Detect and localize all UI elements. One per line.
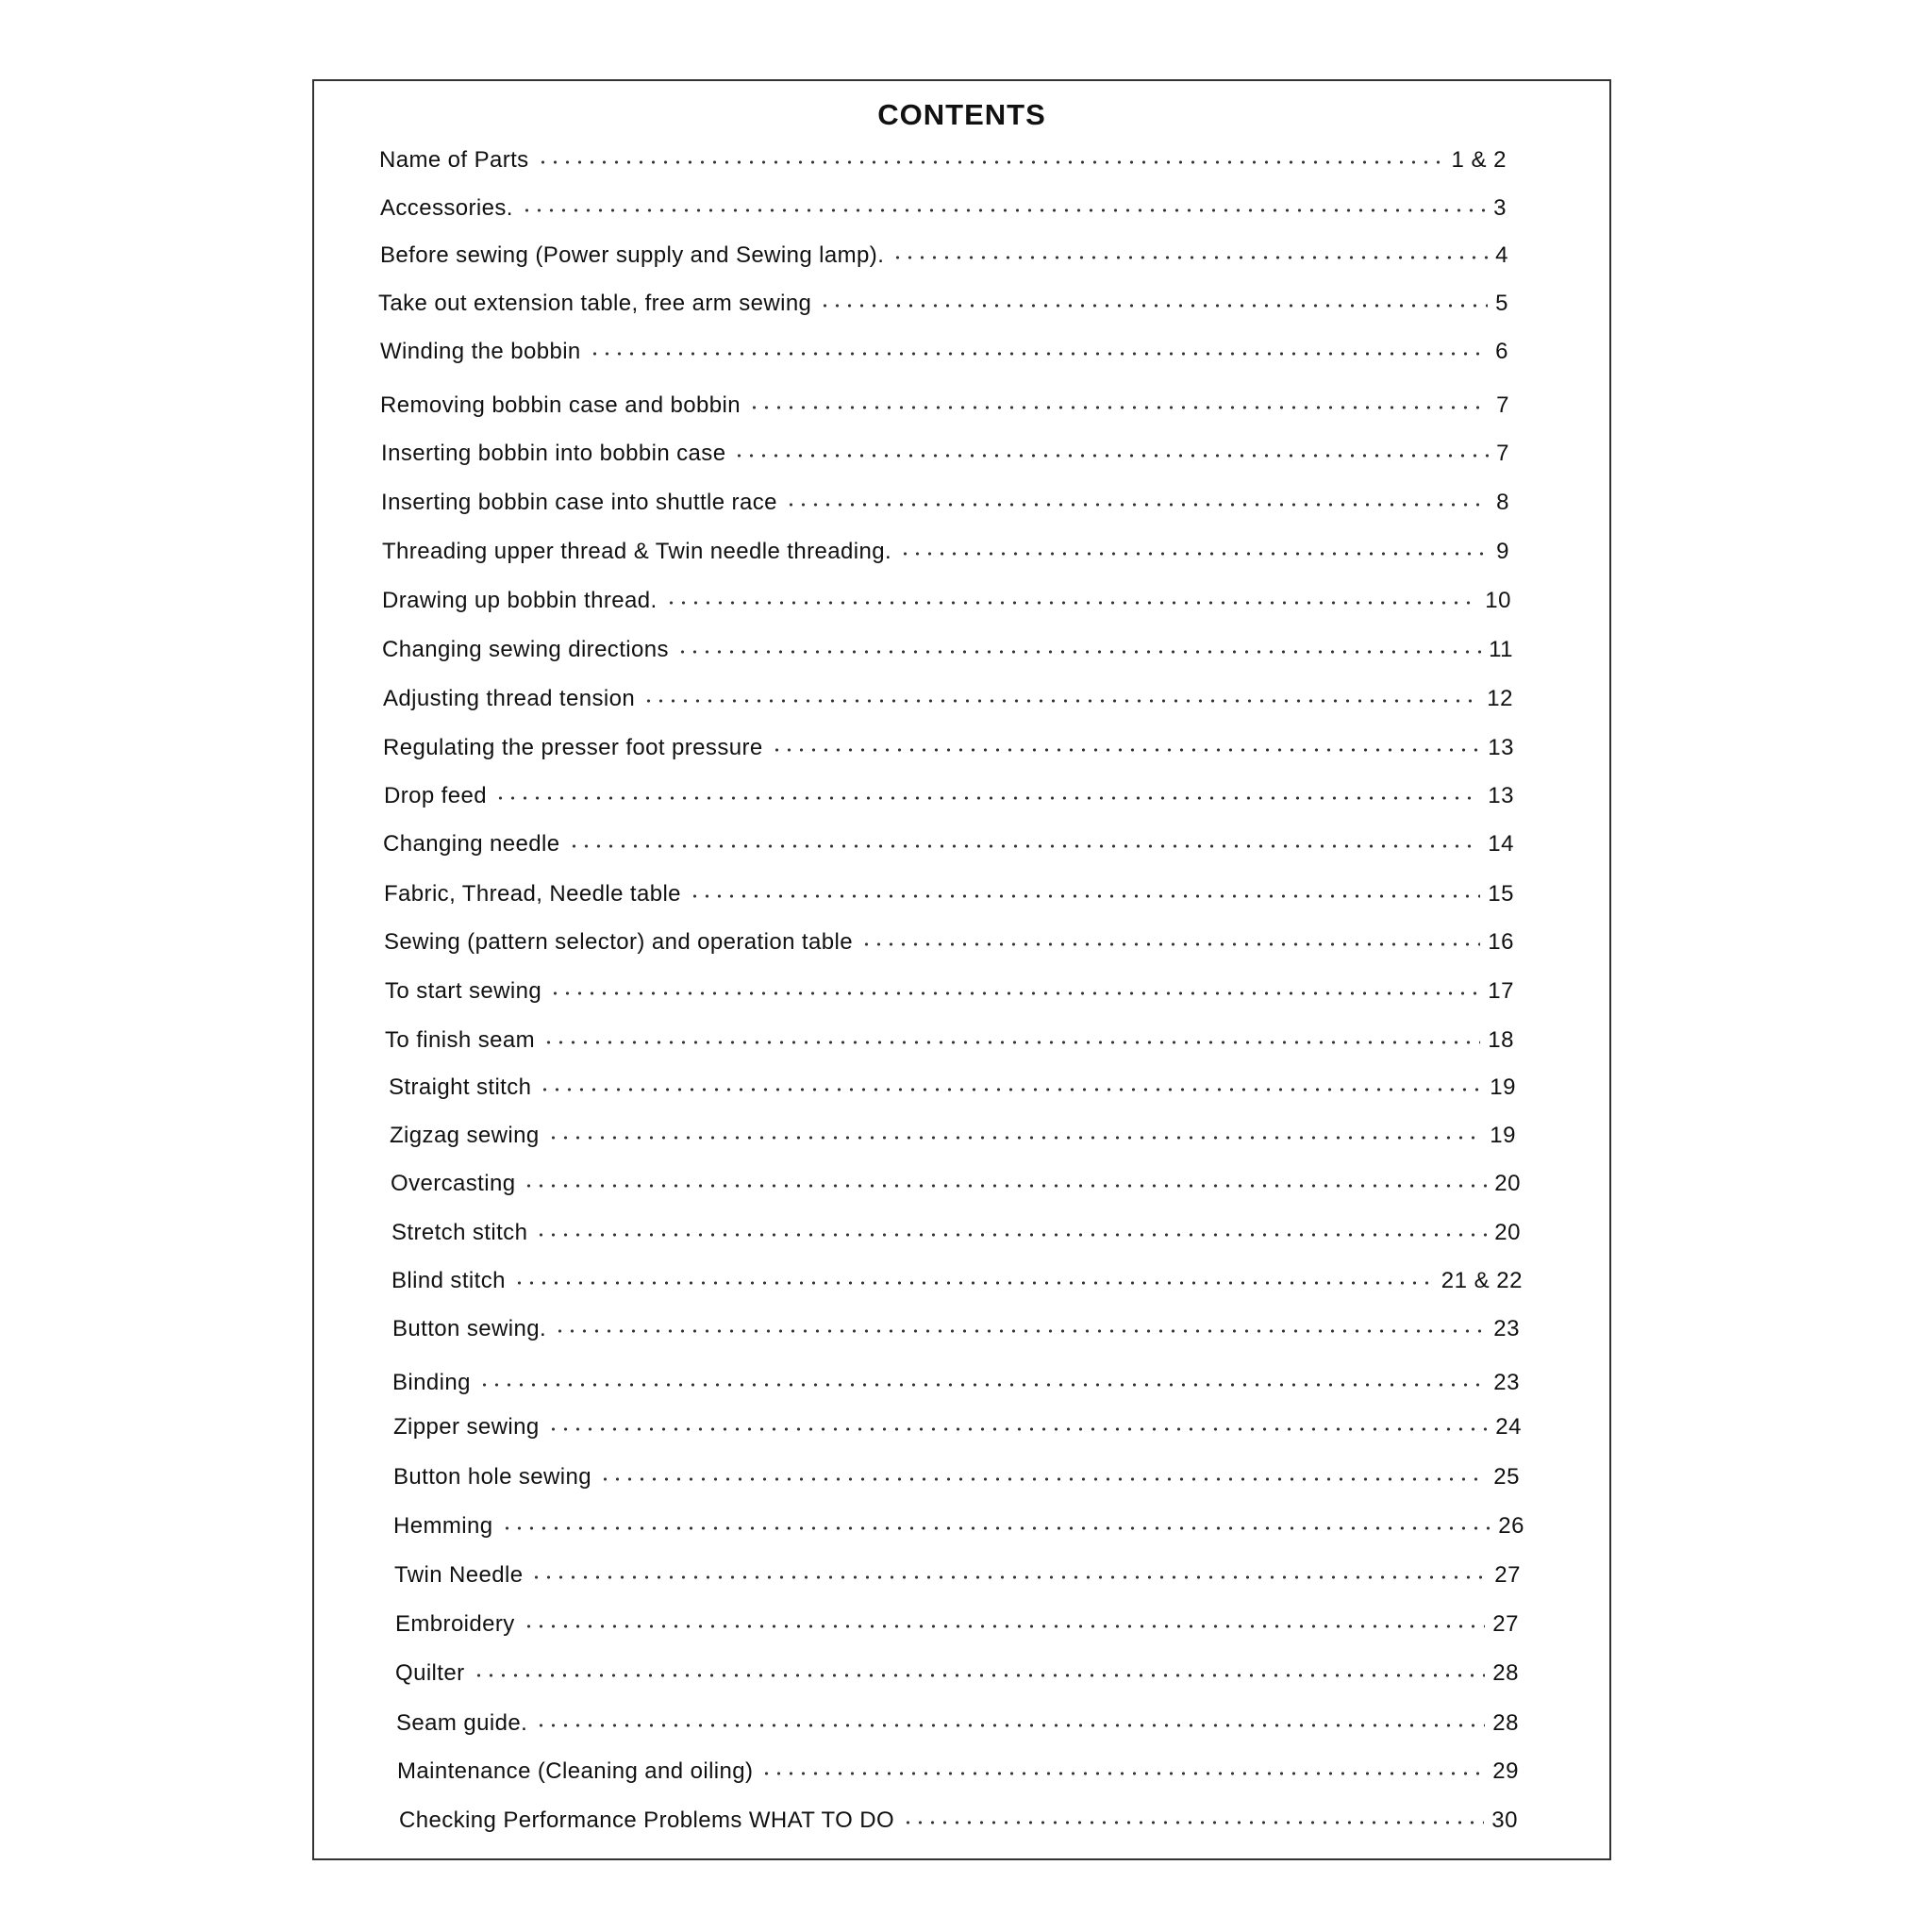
- toc-dot-leader: [523, 1184, 1487, 1188]
- toc-entry: [382, 539, 1509, 571]
- toc-entry-label: Checking Performance Problems WHAT TO DO: [399, 1807, 895, 1833]
- contents-title: CONTENTS: [877, 98, 1046, 131]
- toc-entry: [393, 1414, 1522, 1446]
- toc-entry-label: Winding the bobbin: [380, 339, 581, 364]
- toc-entry-page: 11: [1489, 637, 1513, 662]
- toc-dot-leader: [748, 406, 1489, 409]
- document-page: [312, 79, 1611, 1860]
- toc-dot-leader: [537, 160, 1444, 164]
- toc-dot-leader: [568, 844, 1481, 848]
- toc-entry-label: Inserting bobbin into bobbin case: [381, 441, 726, 466]
- toc-dot-leader: [535, 1233, 1487, 1237]
- toc-entry-page: 27: [1494, 1562, 1521, 1588]
- toc-entry-label: Overcasting: [391, 1171, 516, 1196]
- toc-entry-label: Removing bobbin case and bobbin: [380, 392, 741, 418]
- toc-entry-page: 26: [1498, 1513, 1524, 1539]
- toc-entry-label: Embroidery: [395, 1611, 515, 1637]
- toc-dot-leader: [473, 1674, 1486, 1677]
- toc-entry: [392, 1316, 1520, 1348]
- toc-entry: [378, 291, 1508, 323]
- toc-dot-leader: [760, 1772, 1485, 1775]
- toc-dot-leader: [494, 796, 1480, 800]
- toc-entry-label: Zipper sewing: [393, 1414, 540, 1440]
- toc-entry: [393, 1513, 1524, 1545]
- toc-entry-page: 10: [1485, 588, 1511, 613]
- toc-entry-label: Quilter: [395, 1660, 465, 1686]
- toc-entry-label: Changing sewing directions: [382, 637, 669, 662]
- toc-entry-page: 4: [1495, 242, 1508, 268]
- toc-entry-label: Accessories.: [380, 195, 513, 221]
- toc-entry-page: 5: [1495, 291, 1508, 316]
- toc-entry: [384, 783, 1514, 815]
- toc-entry-page: 20: [1494, 1220, 1521, 1245]
- toc-dot-leader: [530, 1575, 1487, 1579]
- toc-entry-page: 30: [1491, 1807, 1518, 1833]
- toc-dot-leader: [733, 454, 1489, 458]
- toc-entry: [394, 1562, 1521, 1594]
- toc-entry-page: 6: [1495, 339, 1508, 364]
- toc-entry-label: Drop feed: [384, 783, 487, 808]
- toc-entry: [385, 1027, 1514, 1059]
- toc-entry-page: 24: [1495, 1414, 1522, 1440]
- toc-entry-page: 21 & 22: [1441, 1268, 1523, 1293]
- toc-entry-label: Inserting bobbin case into shuttle race: [381, 490, 777, 515]
- toc-entry-page: 8: [1496, 490, 1509, 515]
- toc-entry: [383, 686, 1513, 718]
- toc-dot-leader: [539, 1088, 1482, 1091]
- toc-entry: [385, 978, 1514, 1010]
- toc-entry-label: Zigzag sewing: [390, 1123, 540, 1148]
- toc-entry: [391, 1220, 1521, 1252]
- toc-entry: [380, 339, 1508, 371]
- toc-entry-page: 23: [1493, 1316, 1520, 1341]
- toc-entry-page: 25: [1493, 1464, 1520, 1490]
- toc-entry: [395, 1611, 1519, 1643]
- toc-entry-label: Adjusting thread tension: [383, 686, 636, 711]
- toc-entry-label: Fabric, Thread, Needle table: [384, 881, 681, 907]
- toc-dot-leader: [642, 699, 1479, 703]
- toc-entry-page: 1 & 2: [1451, 147, 1507, 173]
- toc-dot-leader: [535, 1724, 1485, 1727]
- toc-entry-label: Take out extension table, free arm sewing: [378, 291, 812, 316]
- toc-dot-leader: [549, 991, 1480, 995]
- toc-entry: [381, 490, 1509, 522]
- toc-entry-page: 12: [1487, 686, 1513, 711]
- toc-entry-label: Binding: [392, 1370, 471, 1395]
- toc-entry-page: 19: [1490, 1123, 1516, 1148]
- toc-dot-leader: [676, 650, 1481, 654]
- toc-entry-page: 7: [1496, 441, 1509, 466]
- toc-entry: [380, 195, 1507, 227]
- toc-entry-page: 18: [1488, 1027, 1514, 1053]
- toc-entry-label: Button hole sewing: [393, 1464, 592, 1490]
- toc-entry-page: 16: [1488, 929, 1514, 955]
- toc-entry-page: 19: [1490, 1074, 1516, 1100]
- toc-entry: [397, 1758, 1519, 1790]
- toc-entry: [391, 1171, 1521, 1203]
- toc-entry: [399, 1807, 1518, 1840]
- toc-entry: [381, 441, 1509, 473]
- toc-dot-leader: [819, 304, 1488, 308]
- toc-entry-label: Threading upper thread & Twin needle threading.: [382, 539, 892, 564]
- toc-dot-leader: [478, 1383, 1486, 1387]
- toc-dot-leader: [599, 1477, 1486, 1481]
- toc-entry: [382, 637, 1513, 669]
- toc-dot-leader: [547, 1427, 1489, 1431]
- toc-entry: [389, 1074, 1516, 1107]
- toc-dot-leader: [785, 503, 1489, 507]
- toc-entry-label: Button sewing.: [392, 1316, 547, 1341]
- toc-dot-leader: [554, 1329, 1486, 1333]
- toc-entry-page: 20: [1494, 1171, 1521, 1196]
- toc-entry-label: Twin Needle: [394, 1562, 524, 1588]
- toc-entry: [384, 929, 1514, 961]
- toc-dot-leader: [689, 894, 1480, 898]
- toc-entry-label: Changing needle: [383, 831, 560, 857]
- toc-entry: [396, 1710, 1519, 1742]
- toc-entry: [390, 1123, 1516, 1155]
- toc-entry-page: 13: [1488, 735, 1514, 760]
- toc-entry-page: 7: [1496, 392, 1509, 418]
- toc-dot-leader: [589, 352, 1488, 356]
- toc-entry-page: 27: [1492, 1611, 1519, 1637]
- toc-dot-leader: [501, 1526, 1491, 1530]
- toc-dot-leader: [860, 942, 1480, 946]
- toc-entry: [391, 1268, 1523, 1300]
- toc-entry-label: Seam guide.: [396, 1710, 528, 1736]
- toc-entry-page: 3: [1493, 195, 1507, 221]
- toc-entry-page: 14: [1488, 831, 1514, 857]
- toc-dot-leader: [513, 1281, 1434, 1285]
- toc-entry-label: Before sewing (Power supply and Sewing lamp).: [380, 242, 885, 268]
- toc-entry-page: 29: [1492, 1758, 1519, 1784]
- toc-entry-page: 15: [1488, 881, 1514, 907]
- toc-entry-page: 28: [1492, 1660, 1519, 1686]
- toc-entry-label: Hemming: [393, 1513, 493, 1539]
- toc-dot-leader: [542, 1041, 1480, 1044]
- toc-entry-label: To start sewing: [385, 978, 542, 1004]
- toc-entry-page: 23: [1493, 1370, 1520, 1395]
- toc-dot-leader: [523, 1624, 1486, 1628]
- toc-entry-page: 9: [1496, 539, 1509, 564]
- toc-entry: [384, 881, 1514, 913]
- toc-entry-label: Name of Parts: [379, 147, 529, 173]
- toc-entry-label: Blind stitch: [391, 1268, 506, 1293]
- toc-entry: [395, 1660, 1519, 1692]
- toc-dot-leader: [899, 552, 1489, 556]
- toc-entry: [380, 392, 1509, 425]
- toc-entry: [392, 1370, 1520, 1402]
- toc-entry: [379, 147, 1507, 179]
- toc-dot-leader: [665, 601, 1478, 605]
- toc-entry-page: 17: [1488, 978, 1514, 1004]
- toc-entry-label: Stretch stitch: [391, 1220, 528, 1245]
- toc-dot-leader: [521, 208, 1486, 212]
- toc-entry-label: Straight stitch: [389, 1074, 532, 1100]
- toc-entry-page: 28: [1492, 1710, 1519, 1736]
- toc-entry-label: Sewing (pattern selector) and operation table: [384, 929, 853, 955]
- toc-entry: [383, 831, 1514, 863]
- toc-dot-leader: [902, 1821, 1484, 1824]
- toc-entry: [383, 735, 1514, 767]
- toc-entry: [393, 1464, 1520, 1496]
- toc-dot-leader: [891, 256, 1488, 259]
- toc-entry-label: Drawing up bobbin thread.: [382, 588, 658, 613]
- toc-dot-leader: [547, 1136, 1483, 1140]
- toc-entry: [380, 242, 1508, 275]
- toc-entry: [382, 588, 1511, 620]
- toc-entry-label: To finish seam: [385, 1027, 535, 1053]
- toc-entry-label: Maintenance (Cleaning and oiling): [397, 1758, 754, 1784]
- toc-entry-page: 13: [1488, 783, 1514, 808]
- toc-entry-label: Regulating the presser foot pressure: [383, 735, 763, 760]
- toc-dot-leader: [771, 748, 1481, 752]
